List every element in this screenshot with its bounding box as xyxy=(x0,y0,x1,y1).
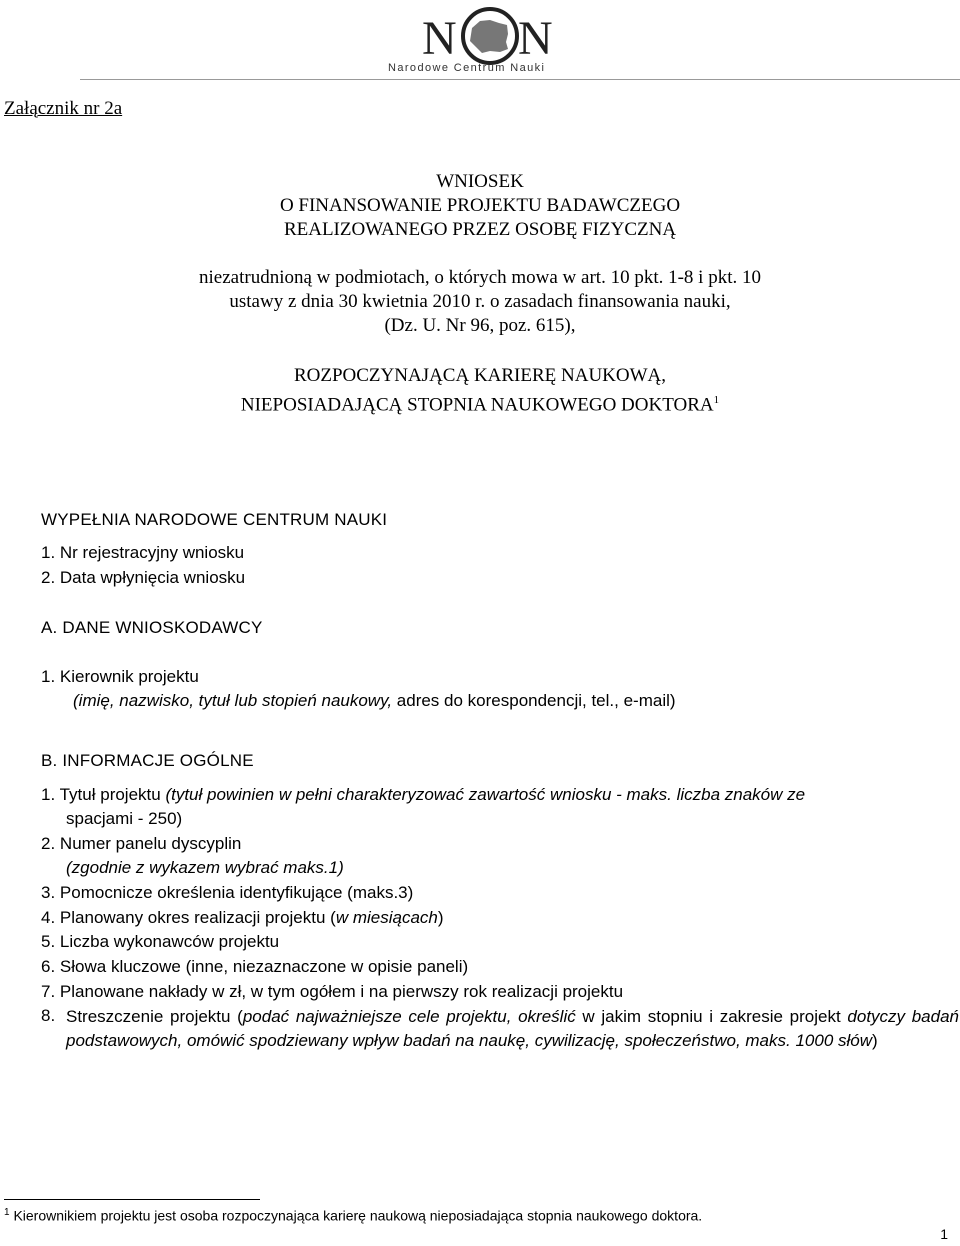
section-b-item-2: 2. Numer panelu dyscyplin xyxy=(41,834,242,853)
section-a-item-1: 1. Kierownik projektu xyxy=(41,667,199,686)
section-b-item-6: 6. Słowa kluczowe (inne, niezaznaczone w opisie paneli) xyxy=(41,957,469,976)
subtitle-block xyxy=(0,266,960,338)
ncn-item-receipt-date: 2. Data wpłynięcia wniosku xyxy=(41,568,246,587)
section-b-item-7: 7. Planowane nakłady w zł, w tym ogółem i na pierwszy rok realizacji projektu xyxy=(41,982,624,1001)
header-divider xyxy=(80,79,960,80)
section-b-item-3: 3. Pomocnicze określenia identyfikujące (maks.3) xyxy=(41,883,414,902)
section-b-item-1-continued: spacjami - 250) xyxy=(66,809,183,828)
section-a-heading: A. DANE WNIOSKODAWCY xyxy=(41,618,263,637)
footnote-ref: 1 xyxy=(713,394,720,406)
career-line-1: ROZPOCZYNAJĄCĄ KARIERĘ NAUKOWĄ, xyxy=(293,365,667,386)
ncn-section-heading: WYPEŁNIA NARODOWE CENTRUM NAUKI xyxy=(41,510,388,529)
title-line-1: WNIOSEK xyxy=(436,171,524,192)
section-b-item-5: 5. Liczba wykonawców projektu xyxy=(41,932,280,951)
page-number: 1 xyxy=(940,1226,948,1242)
section-b-item-8-text: Streszczenie projektu (podać najważniejsze cele projektu, określić w jakim stopniu i zakresie projekt dotyczy badań podstawowych, omówić spodziewany wpływ badań na naukę, cywilizację, społeczeństwo, maks. 1000 słów) xyxy=(66,1007,959,1050)
title-line-2: O FINANSOWANIE PROJEKTU BADAWCZEGO xyxy=(279,195,681,216)
career-block xyxy=(0,364,960,417)
career-line-2: NIEPOSIADAJĄCĄ STOPNIA NAUKOWEGO DOKTORA$^1$ xyxy=(240,394,720,416)
section-b-item-4: 4. Planowany okres realizacji projektu (w miesiącach) xyxy=(41,908,444,927)
section-b-item-1: 1. Tytuł projektu (tytuł powinien w pełni charakteryzować zawartość wniosku - maks. liczba znaków ze xyxy=(41,785,806,804)
section-b-item-8-number: 8. xyxy=(41,1006,56,1025)
logo-subtitle: Narodowe Centrum Nauki xyxy=(388,62,546,74)
title-block xyxy=(0,170,960,242)
title-line-3: REALIZOWANEGO PRZEZ OSOBĘ FIZYCZNĄ xyxy=(283,219,677,240)
section-a-item-1-note: (imię, nazwisko, tytuł lub stopień naukowy, adres do korespondencji, tel., e-mail) xyxy=(73,691,676,710)
logo-letter-n-right: N xyxy=(518,12,553,65)
subtitle-line-1: niezatrudnioną w podmiotach, o których mowa w art. 10 pkt. 1-8 i pkt. 10 xyxy=(199,267,761,288)
footnote: $^1$ Kierownikiem projektu jest osoba rozpoczynająca karierę naukową nieposiadająca stopnia naukowego doktora. xyxy=(4,1207,703,1224)
section-b-heading: B. INFORMACJE OGÓLNE xyxy=(41,751,254,770)
footnote-divider xyxy=(4,1199,260,1200)
poland-map-icon xyxy=(470,20,508,53)
section-b-item-2-note: (zgodnie z wykazem wybrać maks.1) xyxy=(66,858,344,877)
subtitle-line-2: ustawy z dnia 30 kwietnia 2010 r. o zasadach finansowania nauki, xyxy=(229,291,731,312)
logo-letter-n-left: N xyxy=(422,12,457,65)
subtitle-line-3: (Dz. U. Nr 96, poz. 615), xyxy=(384,315,576,336)
attachment-label: Załącznik nr 2a xyxy=(4,98,123,119)
ncn-item-registration-number: 1. Nr rejestracyjny wniosku xyxy=(41,543,245,562)
